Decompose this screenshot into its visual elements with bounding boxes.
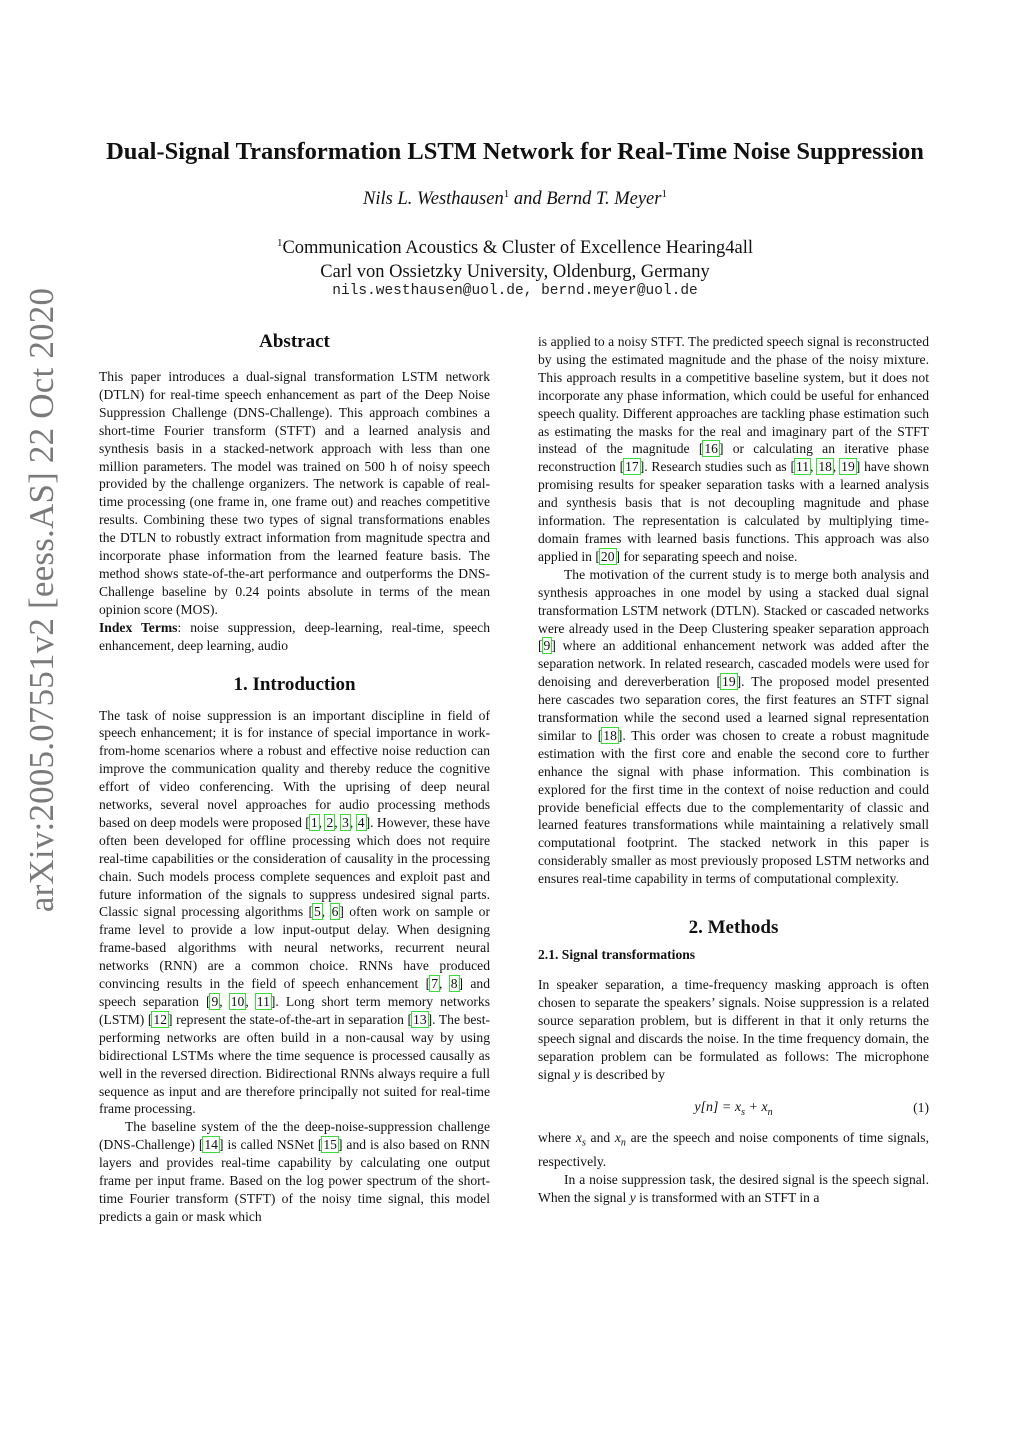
author-2: Bernd T. Meyer [546,189,662,210]
citation-link[interactable]: 8 [450,976,458,992]
citation-link[interactable]: 16 [704,441,718,457]
methods-heading: 2. Methods [688,917,779,939]
arxiv-stamp-text: arXiv:2005.07551v2 [eess.AS] 22 Oct 2020 [22,287,61,913]
index-terms-label: Index Terms [99,619,178,635]
citation-link[interactable]: 9 [211,994,219,1009]
affiliation-line-1-text: Communication Acoustics & Cluster of Excellence Hearing4all [282,238,754,259]
citation-link[interactable]: 2 [326,814,334,830]
citation-link[interactable]: 15 [323,1137,337,1153]
citation-link[interactable]: 4 [357,814,365,830]
paper-title: Dual-Signal Transformation LSTM Network for Real-Time Noise Suppression [106,138,924,165]
author-2-affil-mark: 1 [661,188,667,200]
citation-link[interactable]: 7 [431,976,438,992]
author-emails[interactable]: nils.westhausen@uol.de, bernd.meyer@uol.de [332,283,698,299]
citation-link[interactable]: 18 [603,727,617,743]
citation-link[interactable]: 3 [342,814,349,830]
right-column [538,333,929,1207]
abstract-heading: Abstract [259,331,330,352]
citation-link[interactable]: 17 [625,459,639,475]
var-y: y [573,1066,580,1082]
right-paragraph-1: is applied to a noisy STFT. The predicted speech signal is reconstructed by using the estimated magnitude and the phase of the noisy mixture. This approach results in a competitive baseline system, but it does not incorporate any phase information, which could be useful for enhanced speech quality. Different approaches are tackling phase estimation such as estimating the masks for the real and imaginary part of the STFT instead of the magnitude [16] or calculating an iterative phase reconstruction [17]. Research studies such as [11, 18, 19] have shown promising results for speaker separation tasks with a learned analysis and synthesis basis that is not decoupling magnitude and phase information. The representation is calculated by multiplying time-domain frames with learned basis functions. This approach was also applied in [20] for separating speech and noise. [538,334,930,564]
citation-link[interactable]: 5 [314,904,321,920]
citation-link[interactable]: 11 [256,994,270,1009]
affiliation-mark: 1 [276,237,283,249]
author-conjunction: and [509,189,547,210]
affiliation-line-1 [90,231,940,260]
citation-link[interactable]: 19 [722,674,736,690]
subsection-heading: 2.1. Signal transformations [538,947,696,963]
citation-link[interactable]: 9 [543,638,551,654]
author-line [90,188,940,210]
left-column [99,330,490,1226]
affiliation-block [90,231,940,284]
abstract-text: This paper introduces a dual-signal transformation LSTM network (DTLN) for real-time speech enhancement as part of the Deep Noise Suppression Challenge (DNS-Challenge). This approach combines a short-time Fourier transform (STFT) and a learned analysis and synthesis basis in a stacked-network approach with less than one million parameters. The model was trained on 500 h of noisy speech provided by the challenge organizers. The network is capable of real-time processing (one frame in, one frame out) and reaches competitive results. Combining these two types of signal transformations enables the DTLN to robustly extract information from magnitude spectra and incorporate phase information from the learned feature basis. The method shows state-of-the-art performance and outperforms the DNS-Challenge baseline by 0.24 points absolute in terms of the mean opinion score (MOS). [99,369,490,617]
citation-link[interactable]: 12 [153,1011,167,1027]
citation-link[interactable]: 19 [841,459,855,475]
arxiv-identifier-stamp [14,140,70,1060]
equation-body: $y[n] = x_s + x_n$ [694,1100,773,1119]
citation-link[interactable]: 14 [204,1137,218,1153]
introduction-heading: 1. Introduction [233,673,356,695]
affiliation-line-2: Carl von Ossietzky University, Oldenburg, Germany [320,262,710,283]
equation-number: (1) [913,1100,929,1116]
intro-paragraph-1: The task of noise suppression is an important discipline in field of speech enhancement; it is for instance of special importance in work-from-home scenarios where a robust and effective noise reduction can improve the communication quality and thereby reduce the cognitive effort of video conferencing. With the uprising of deep neural networks, several novel approaches for audio processing methods based on deep models were proposed [1, 2, 3, 4]. However, these have often been developed for offline processing which does not require real-time capabilities or the consideration of causality in the processing chain. Such models process complete sequences and exploit past and future information of the signals to suppress undesired signal parts. Classic signal processing algorithms [5, 6] often work on sample or frame level to provide a low input-output delay. When designing frame-based algorithms with neural networks, recurrent neural networks (RNN) are a common choice. RNNs have produced convincing results in the field of speech enhancement [7, 8] and speech separation [9, 10, 11]. Long short term memory networks (LSTM) [12] represent the state-of-the-art in separation [13]. The best-performing networks are often build in a non-causal way by using bidirectional LSTMs where the time sequence is processed causally as well in the reversed direction. Bidirectional RNNs always require a full sequence as input and are therefore principally not suited for real-time frame processing. [99,707,491,1117]
citation-link[interactable]: 1 [310,814,318,830]
methods-paragraph-3: In a noise suppression task, the desired signal is the speech signal. When the signal y is transformed with an STFT in a [538,1171,929,1205]
index-terms [99,619,490,655]
methods-paragraph-1: In speaker separation, a time-frequency masking approach is often chosen to separate the speakers’ signals. Noise suppression is a related source separation problem, but is different in that it only returns the speech signal and discards the noise. In the time frequency domain, the separation problem can be formulated as follows: The microphone signal y is described by [538,977,929,1082]
citation-link[interactable]: 10 [230,994,245,1009]
author-1-affil-mark: 1 [503,188,510,200]
citation-link[interactable]: 18 [818,459,832,475]
index-terms-text: : noise suppression, deep-learning, real-time, speech enhancement, deep learning, audio [99,619,490,653]
citation-link[interactable]: 20 [600,548,615,564]
equation-1 [538,1095,929,1123]
author-1: Nils L. Westhausen [363,189,504,210]
intro-paragraph-2: The baseline system of the the deep-noise-suppression challenge (DNS-Challenge) [14] is called NSNet [15] and is also based on RNN layers and provides real-time capability by calculating one output frame per input frame. Based on the log power spectrum of the short-time Fourier transform (STFT) of the noisy time signal, this model predicts a gain or mask which [99,1119,490,1224]
citation-link[interactable]: 6 [331,904,339,920]
citation-link[interactable]: 11 [796,459,810,475]
methods-paragraph-2: where $x_s$ and $x_n$ are the speech and noise components of time signals, respectively. [538,1130,929,1170]
right-paragraph-2: The motivation of the current study is to merge both analysis and synthesis approaches in one model by using a stacked dual signal transformation LSTM network (DTLN). Stacked or cascaded networks were already used in the Deep Clustering speaker separation approach [9] where an additional enhancement network was added after the separation network. In related research, cascaded models were used for denoising and dereverberation [19]. The proposed model presented here cascades two separation cores, the first features an STFT signal transformation while the second used a learned signal representation similar to [18]. This order was chosen to create a robust magnitude estimation with the first core and enable the second core to further enhance the signal with phase information. This combination is explored for the first time in the context of noise reduction and could provide beneficial effects due to the complementarity of classic and learned features transformations while maintaining a relatively small computational footprint. The stacked network in this paper is considerably smaller as most previously proposed LSTM networks and ensures real-time capability in terms of computational complexity. [538,566,929,887]
citation-link[interactable]: 13 [413,1011,427,1027]
